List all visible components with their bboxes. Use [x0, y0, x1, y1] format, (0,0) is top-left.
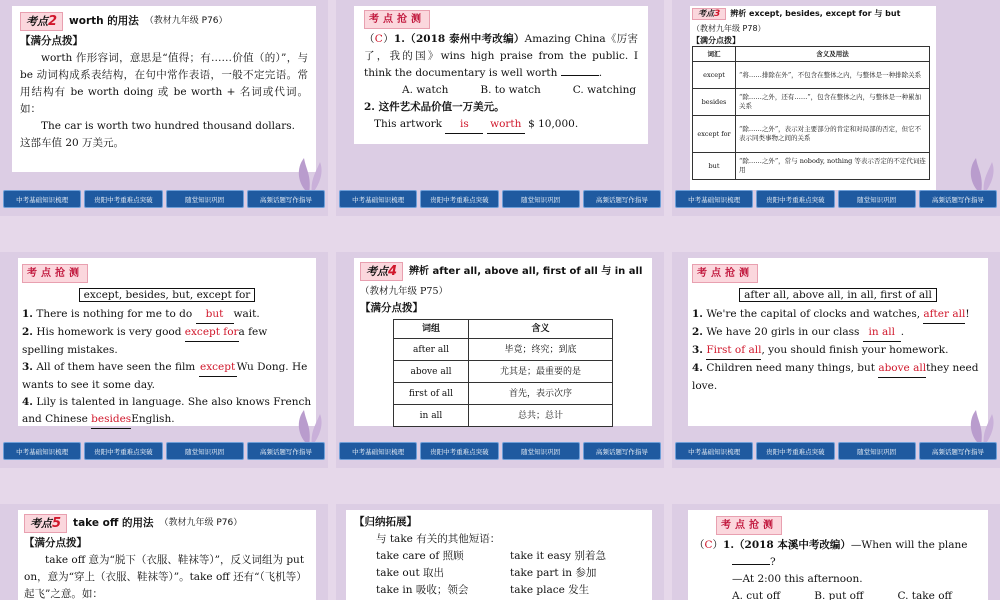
nav-button-key-points[interactable]: 贵阳中考重难点突破 [420, 442, 498, 460]
kaodian-title: 辨析 except, besides, except for 与 but [730, 9, 901, 18]
slide-9 [672, 504, 1000, 600]
nav-bar [0, 442, 328, 460]
question-item: 1. There is nothing for me to do but wait. [22, 306, 312, 324]
nav-button-practice[interactable]: 随堂知识巩固 [838, 442, 916, 460]
answer-blank[interactable]: First of all [706, 342, 761, 360]
nav-button-key-points[interactable]: 贵阳中考重难点突破 [420, 190, 498, 208]
phrase: take place 发生 [510, 584, 590, 596]
answer-blank[interactable]: after all [923, 306, 965, 324]
question-item: 2. His homework is very good except fora few spelling mistakes. [22, 326, 268, 356]
reply-text: —At 2:00 this afternoon. [732, 573, 863, 585]
slide-7 [0, 504, 328, 600]
kaodian-title: 辨析 after all, above all, first of all 与 in all [409, 266, 643, 277]
kaodian-heading [360, 262, 646, 281]
nav-bar [672, 442, 1000, 460]
tip-heading: 【满分点拨】 [360, 302, 423, 314]
question-1: （C）1.（2018 本溪中考改编）—When will the plane [694, 539, 968, 551]
option-a[interactable]: A. watch [402, 84, 449, 96]
answer-blank[interactable]: but [196, 306, 234, 324]
content-card: 考点抢测 （C）1.（2018 本溪中考改编）—When will the plane ? —At 2:00 this afternoon. A. cut off B. put off C. take off [688, 510, 988, 600]
quick-test-label: 考点抢测 [692, 264, 758, 283]
answer-mark: C [374, 33, 383, 45]
answer-blank[interactable]: worth [487, 116, 525, 134]
nav-button-writing[interactable]: 高频话题写作指导 [247, 442, 325, 460]
tip-heading: 【满分点拨】 [20, 35, 83, 47]
nav-button-key-points[interactable]: 贵阳中考重难点突破 [84, 190, 162, 208]
content-card [12, 6, 316, 172]
nav-button-writing[interactable]: 高频话题写作指导 [583, 442, 661, 460]
example-text: The car is worth two hundred thousand dollars. 这部车值 20 万美元。 [20, 120, 296, 149]
option-c[interactable]: C. watching [572, 84, 637, 96]
slide-3 [672, 0, 1000, 216]
nav-button-writing[interactable]: 高频话题写作指导 [247, 190, 325, 208]
content-card [18, 258, 316, 426]
content-card [354, 6, 648, 144]
question-1: （C）1.（2018 泰州中考改编）Amazing China《厉害了，我的国》wins high praise from the public. I think the documentary is well worth . [364, 33, 638, 79]
kaodian-badge: 考点3 [692, 8, 726, 20]
kaodian-badge: 考点5 [24, 514, 67, 533]
answer-blank[interactable]: above all [878, 360, 926, 378]
content-card [354, 258, 652, 426]
phrase-table [393, 319, 613, 427]
nav-button-key-points[interactable]: 贵阳中考重难点突破 [756, 190, 834, 208]
option-b[interactable]: B. to watch [480, 84, 541, 96]
table-row: above all 尤其是；最重要的是 [394, 361, 613, 383]
table-header: 词汇 [693, 47, 736, 62]
question-item: 3. All of them have seen the film exceptWu Dong. He wants to see it some day. [22, 361, 308, 391]
answer-blank[interactable]: except for [185, 324, 239, 342]
nav-bar [672, 190, 1000, 208]
nav-button-practice[interactable]: 随堂知识巩固 [838, 190, 916, 208]
phrase-list [354, 548, 644, 599]
quick-test-label: 考点抢测 [364, 10, 430, 29]
explanation-text: worth 作形容词，意思是“值得；有……价值（的）”，与 be 动词构成系表结构，在句中常作表语，一般不定完语。常用结构有 be worth doing 或 be worth + 名词或代词。如： [20, 52, 308, 115]
tip-heading: 【满分点拨】 [24, 537, 87, 549]
nav-button-practice[interactable]: 随堂知识巩固 [502, 442, 580, 460]
nav-button-basics[interactable]: 中考基础知识梳理 [675, 190, 753, 208]
kaodian-title: worth 的用法 [69, 15, 139, 27]
source-note: （教材九年级 P76） [159, 518, 243, 528]
source-note: （教材九年级 P75） [360, 286, 449, 297]
slide-4 [0, 252, 328, 468]
kaodian-heading [24, 514, 310, 533]
table-row: but “除……之外”，常与 nobody, nothing 等表示否定的不定代词连用 [693, 153, 930, 180]
phrase: take part in 参加 [510, 567, 597, 579]
slide-2 [336, 0, 664, 216]
options [694, 588, 982, 600]
kaodian-badge: 考点2 [20, 12, 63, 31]
table-row: first of all 首先，表示次序 [394, 383, 613, 405]
comparison-table [692, 46, 930, 180]
explanation-text: take off 意为“脱下（衣服、鞋袜等）”，反义词组为 put on，意为“穿上（衣服、鞋袜等）”。take off 还有“（飞机等）起飞”之意。如： [24, 554, 307, 600]
content-card [18, 510, 316, 600]
answer-blank[interactable]: except [199, 359, 237, 377]
nav-button-basics[interactable]: 中考基础知识梳理 [339, 190, 417, 208]
leaf-decoration-icon [292, 406, 326, 446]
answer-blank[interactable] [732, 564, 770, 565]
content-card [690, 6, 936, 190]
leaf-decoration-icon [964, 154, 998, 194]
question-item: 4. Lily is talented in language. She also knows French and Chinese besidesEnglish. [22, 394, 312, 429]
leaf-decoration-icon [964, 406, 998, 446]
quick-test-label: 考点抢测 [22, 264, 88, 283]
phrase: take care of 照顾 [376, 550, 464, 562]
leaf-decoration-icon [292, 154, 326, 194]
word-box: after all, above all, in all, first of all [739, 288, 937, 302]
phrase: take it easy 别着急 [510, 550, 606, 562]
question-item: 3. First of all, you should finish your homework. [692, 342, 984, 360]
question-item: 4. Children need many things, but above allthey need love. [692, 362, 979, 392]
kaodian-badge: 考点4 [360, 262, 403, 281]
table-header: 词组 [394, 320, 469, 339]
question-2-answer: This artwork is worth $ 10,000. [364, 116, 638, 134]
question-source: （2018 本溪中考改编） [734, 539, 851, 551]
table-row: except “将……排除在外”，不包含在整体之内，与整体是一种排除关系 [693, 62, 930, 89]
table-row: except for “除……之外”，表示对主要部分的肯定和对局部的否定，但它不表示同类事物之间的关系 [693, 116, 930, 153]
question-item: 1. We're the capital of clocks and watches, after all! [692, 306, 984, 324]
nav-button-basics[interactable]: 中考基础知识梳理 [3, 190, 81, 208]
slide-5 [336, 252, 664, 468]
nav-button-practice[interactable]: 随堂知识巩固 [502, 190, 580, 208]
kaodian-heading [692, 8, 934, 34]
content-card [346, 510, 652, 600]
nav-button-basics[interactable]: 中考基础知识梳理 [339, 442, 417, 460]
nav-button-key-points[interactable]: 贵阳中考重难点突破 [84, 442, 162, 460]
kaodian-heading [20, 12, 308, 31]
tip-heading: 【满分点拨】 [692, 36, 740, 45]
source-note: （教材九年级 P78） [692, 24, 766, 33]
nav-button-writing[interactable]: 高频话题写作指导 [919, 442, 997, 460]
option-c[interactable]: C. take off [897, 590, 952, 600]
intro-text: 与 take 有关的其他短语： [376, 533, 501, 545]
slide-6 [672, 252, 1000, 468]
option-b[interactable]: B. put off [814, 590, 864, 600]
table-row: in all 总共；总计 [394, 405, 613, 427]
answer-blank[interactable]: is [445, 116, 483, 134]
slide-1 [0, 0, 328, 216]
nav-button-writing[interactable]: 高频话题写作指导 [919, 190, 997, 208]
word-box: except, besides, but, except for [79, 288, 256, 302]
options [364, 82, 638, 99]
nav-button-basics[interactable]: 中考基础知识梳理 [675, 442, 753, 460]
answer-blank[interactable]: in all [863, 324, 901, 342]
nav-button-basics[interactable]: 中考基础知识梳理 [3, 442, 81, 460]
question-source: （2018 泰州中考改编） [404, 33, 525, 45]
nav-button-key-points[interactable]: 贵阳中考重难点突破 [756, 442, 834, 460]
table-header: 含义及用法 [736, 47, 930, 62]
content-card [688, 258, 988, 426]
option-a[interactable]: A. cut off [732, 590, 781, 600]
nav-bar [336, 190, 664, 208]
nav-button-writing[interactable]: 高频话题写作指导 [583, 190, 661, 208]
quick-test-label: 考点抢测 [716, 516, 782, 535]
answer-blank[interactable]: besides [91, 411, 131, 429]
table-row: after all 毕竟；终究；到底 [394, 339, 613, 361]
phrase: take out 取出 [376, 567, 445, 579]
source-note: （教材九年级 P76） [144, 16, 228, 26]
nav-bar [336, 442, 664, 460]
kaodian-title: take off 的用法 [73, 517, 154, 529]
nav-bar [0, 190, 328, 208]
slide-8 [336, 504, 664, 600]
phrase: take in 吸收；领会 [376, 584, 469, 596]
table-row: besides “除……之外，还有……”，包含在整体之内，与整体是一种累加关系 [693, 89, 930, 116]
question-item: 2. We have 20 girls in our class in all . [692, 324, 984, 342]
question-2: 2. 这件艺术品价值一万美元。 [364, 101, 505, 113]
nav-button-practice[interactable]: 随堂知识巩固 [166, 190, 244, 208]
nav-button-practice[interactable]: 随堂知识巩固 [166, 442, 244, 460]
table-header: 含义 [469, 320, 613, 339]
answer-blank[interactable] [561, 75, 599, 76]
answer-mark: C [704, 539, 713, 551]
tip-heading: 【归纳拓展】 [354, 516, 417, 528]
